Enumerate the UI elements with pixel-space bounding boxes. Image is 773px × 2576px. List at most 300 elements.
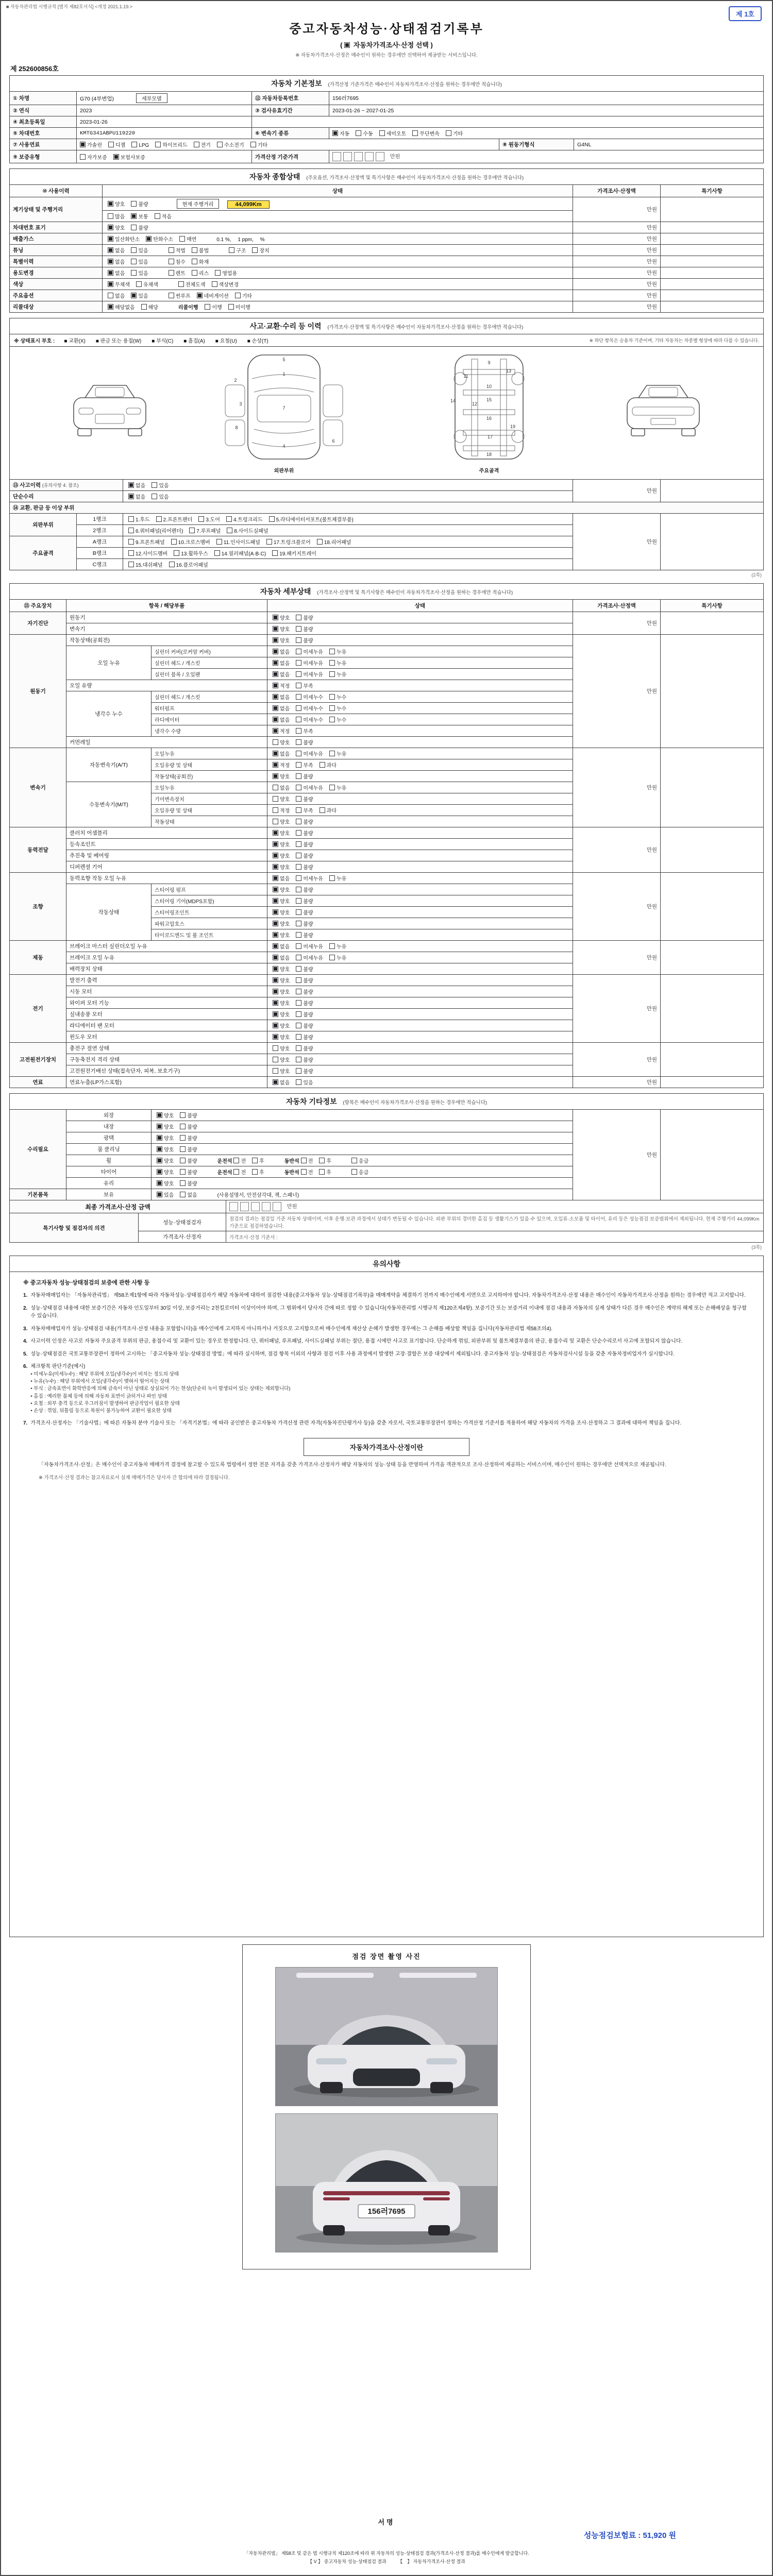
- checkbox-option[interactable]: 있음: [296, 1078, 313, 1086]
- checkbox[interactable]: [319, 1158, 325, 1163]
- checkbox[interactable]: [180, 1158, 186, 1163]
- checkbox[interactable]: [156, 516, 162, 522]
- checkbox[interactable]: [157, 1124, 162, 1129]
- checkbox-option[interactable]: 후: [252, 1157, 264, 1164]
- checkbox[interactable]: [273, 796, 278, 802]
- checkbox[interactable]: [128, 482, 134, 488]
- checkbox[interactable]: [157, 1146, 162, 1152]
- checkbox-option[interactable]: 보험사보증: [113, 153, 145, 161]
- checkbox[interactable]: [192, 247, 197, 253]
- checkbox[interactable]: [146, 236, 152, 242]
- checkbox[interactable]: [296, 717, 301, 722]
- checkbox[interactable]: [216, 539, 222, 545]
- checkbox[interactable]: [296, 921, 301, 926]
- checkbox-option[interactable]: 미세누유: [296, 659, 323, 667]
- checkbox-option[interactable]: 양호: [157, 1134, 174, 1142]
- checkbox-option[interactable]: 누유: [329, 648, 346, 655]
- checkbox[interactable]: [169, 247, 174, 253]
- checkbox[interactable]: [80, 154, 86, 160]
- checkbox[interactable]: [273, 626, 278, 632]
- checkbox[interactable]: [296, 807, 301, 813]
- checkbox-option[interactable]: 양호: [273, 1010, 290, 1018]
- checkbox[interactable]: [273, 830, 278, 836]
- checkbox[interactable]: [152, 494, 157, 499]
- checkbox-option[interactable]: 양호: [157, 1157, 174, 1164]
- checkbox-option[interactable]: LPG: [131, 142, 149, 148]
- checkbox[interactable]: [80, 142, 86, 147]
- checkbox-option[interactable]: 있음: [157, 1191, 174, 1198]
- checkbox-option[interactable]: 없음: [180, 1191, 197, 1198]
- checkbox[interactable]: [273, 943, 278, 949]
- checkbox[interactable]: [128, 562, 134, 567]
- checkbox[interactable]: [131, 247, 137, 253]
- checkbox[interactable]: [157, 1158, 162, 1163]
- checkbox-option[interactable]: 양호: [273, 636, 290, 644]
- checkbox-option[interactable]: 양호: [157, 1145, 174, 1153]
- checkbox-option[interactable]: 19.패키지트레이: [272, 549, 316, 557]
- checkbox[interactable]: [180, 1192, 186, 1197]
- checkbox-option[interactable]: 불량: [296, 795, 313, 803]
- checkbox-option[interactable]: 전체도색: [178, 280, 206, 288]
- checkbox[interactable]: [157, 1192, 162, 1197]
- checkbox[interactable]: [296, 819, 301, 824]
- checkbox-option[interactable]: 영업용: [215, 269, 237, 277]
- checkbox[interactable]: [273, 751, 278, 756]
- checkbox[interactable]: [296, 762, 301, 768]
- checkbox-option[interactable]: 없음: [273, 659, 290, 667]
- checkbox-option[interactable]: 과다: [320, 806, 337, 814]
- checkbox-option[interactable]: 양호: [273, 1033, 290, 1041]
- checkbox[interactable]: [273, 977, 278, 983]
- checkbox-option[interactable]: 없음: [273, 954, 290, 961]
- checkbox[interactable]: [296, 637, 301, 643]
- checkbox-option[interactable]: 11.인사이드패널: [216, 538, 260, 546]
- checkbox-option[interactable]: 양호: [273, 863, 290, 871]
- checkbox-option[interactable]: 부족: [296, 727, 313, 735]
- checkbox[interactable]: [273, 728, 278, 734]
- checkbox-option[interactable]: 전: [233, 1157, 246, 1164]
- checkbox[interactable]: [273, 841, 278, 847]
- checkbox-option[interactable]: 미세누유: [296, 648, 323, 655]
- checkbox-option[interactable]: 있음: [152, 493, 169, 500]
- checkbox-option[interactable]: 불량: [296, 625, 313, 633]
- checkbox[interactable]: [273, 1079, 278, 1085]
- checkbox-option[interactable]: 누유: [329, 659, 346, 667]
- checkbox[interactable]: [296, 671, 301, 677]
- checkbox[interactable]: [131, 213, 137, 219]
- checkbox-option[interactable]: 양호: [273, 976, 290, 984]
- checkbox[interactable]: [329, 660, 335, 666]
- checkbox-option[interactable]: 불량: [131, 224, 148, 231]
- checkbox-option[interactable]: 없음: [108, 292, 125, 299]
- checkbox[interactable]: [266, 539, 272, 545]
- checkbox-option[interactable]: 양호: [273, 886, 290, 893]
- checkbox[interactable]: [108, 201, 113, 207]
- checkbox[interactable]: [273, 773, 278, 779]
- checkbox[interactable]: [108, 293, 113, 298]
- checkbox[interactable]: [155, 142, 161, 147]
- checkbox-option[interactable]: 적음: [155, 212, 172, 220]
- checkbox-option[interactable]: 양호: [273, 795, 290, 803]
- checkbox-option[interactable]: 미세누유: [296, 670, 323, 678]
- checkbox[interactable]: [296, 694, 301, 700]
- checkbox-option[interactable]: 해당없음: [108, 303, 135, 311]
- checkbox-option[interactable]: 불량: [296, 852, 313, 859]
- checkbox-option[interactable]: 불량: [296, 1044, 313, 1052]
- checkbox[interactable]: [329, 955, 335, 960]
- checkbox[interactable]: [329, 751, 335, 756]
- checkbox[interactable]: [273, 989, 278, 994]
- checkbox-option[interactable]: 8.사이드실패널: [227, 527, 268, 534]
- checkbox[interactable]: [273, 649, 278, 654]
- checkbox-option[interactable]: 있음: [131, 246, 148, 254]
- checkbox-option[interactable]: 양호: [273, 829, 290, 837]
- checkbox[interactable]: [131, 259, 137, 264]
- checkbox[interactable]: [296, 1000, 301, 1006]
- checkbox[interactable]: [273, 762, 278, 768]
- checkbox[interactable]: [227, 528, 232, 533]
- checkbox[interactable]: [273, 932, 278, 938]
- checkbox-option[interactable]: 적법: [169, 246, 186, 254]
- checkbox[interactable]: [108, 281, 113, 287]
- checkbox-option[interactable]: 가솔린: [80, 141, 102, 148]
- checkbox-option[interactable]: 적정: [273, 682, 290, 689]
- checkbox-option[interactable]: 18.리어패널: [317, 538, 351, 546]
- checkbox[interactable]: [273, 955, 278, 960]
- checkbox-option[interactable]: 1.후드: [128, 515, 150, 523]
- checkbox[interactable]: [179, 236, 185, 242]
- checkbox-option[interactable]: 양호: [273, 931, 290, 939]
- checkbox[interactable]: [128, 528, 134, 533]
- checkbox-option[interactable]: 양호: [273, 772, 290, 780]
- checkbox[interactable]: [273, 705, 278, 711]
- checkbox[interactable]: [273, 660, 278, 666]
- checkbox-option[interactable]: 불량: [296, 920, 313, 927]
- checkbox[interactable]: [194, 142, 199, 147]
- checkbox[interactable]: [273, 615, 278, 620]
- checkbox-option[interactable]: 후: [252, 1168, 264, 1176]
- checkbox[interactable]: [296, 785, 301, 790]
- checkbox[interactable]: [273, 1068, 278, 1074]
- checkbox-option[interactable]: 불량: [296, 840, 313, 848]
- checkbox-option[interactable]: 적정: [273, 806, 290, 814]
- checkbox-option[interactable]: 장치: [252, 246, 269, 254]
- checkbox[interactable]: [171, 539, 177, 545]
- checkbox[interactable]: [272, 550, 278, 556]
- checkbox-option[interactable]: 해당: [141, 303, 158, 311]
- checkbox[interactable]: [128, 494, 134, 499]
- checkbox-option[interactable]: 양호: [157, 1179, 174, 1187]
- checkbox[interactable]: [157, 1180, 162, 1186]
- checkbox-option[interactable]: 불법: [192, 246, 209, 254]
- checkbox[interactable]: [296, 626, 301, 632]
- checkbox-option[interactable]: 침수: [169, 258, 186, 265]
- checkbox[interactable]: [273, 694, 278, 700]
- checkbox[interactable]: [329, 785, 335, 790]
- checkbox-option[interactable]: 불량: [296, 931, 313, 939]
- checkbox-option[interactable]: 없음: [273, 874, 290, 882]
- checkbox-option[interactable]: 양호: [273, 897, 290, 905]
- checkbox-option[interactable]: 자가보증: [80, 153, 107, 161]
- checkbox-option[interactable]: 기타: [250, 141, 267, 148]
- checkbox-option[interactable]: 전: [301, 1168, 313, 1176]
- checkbox[interactable]: [169, 562, 175, 567]
- checkbox-option[interactable]: 구조: [229, 246, 246, 254]
- checkbox-option[interactable]: 양호: [273, 852, 290, 859]
- checkbox-option[interactable]: 누유: [329, 874, 346, 882]
- checkbox[interactable]: [296, 943, 301, 949]
- checkbox[interactable]: [296, 989, 301, 994]
- checkbox-option[interactable]: 양호: [157, 1168, 174, 1176]
- checkbox[interactable]: [108, 259, 113, 264]
- checkbox[interactable]: [329, 694, 335, 700]
- checkbox-option[interactable]: 색상변경: [212, 280, 239, 288]
- checkbox[interactable]: [296, 1011, 301, 1017]
- checkbox[interactable]: [379, 130, 385, 136]
- checkbox-option[interactable]: 있음: [131, 292, 148, 299]
- checkbox[interactable]: [108, 213, 113, 219]
- checkbox[interactable]: [412, 130, 418, 136]
- checkbox-option[interactable]: 없음: [128, 493, 145, 500]
- checkbox-option[interactable]: 썬루프: [169, 292, 191, 299]
- checkbox-option[interactable]: 양호: [273, 988, 290, 995]
- checkbox-option[interactable]: 불량: [296, 1056, 313, 1063]
- checkbox-option[interactable]: 미이행: [228, 303, 250, 311]
- checkbox[interactable]: [273, 966, 278, 972]
- checkbox[interactable]: [296, 1079, 301, 1085]
- checkbox-option[interactable]: 미세누유: [296, 750, 323, 757]
- checkbox-option[interactable]: 양호: [157, 1123, 174, 1130]
- checkbox-option[interactable]: 불량: [131, 200, 148, 208]
- checkbox[interactable]: [273, 887, 278, 892]
- checkbox[interactable]: [131, 293, 137, 298]
- checkbox-option[interactable]: 미세누유: [296, 954, 323, 961]
- checkbox-option[interactable]: 없음: [273, 716, 290, 723]
- checkbox[interactable]: [273, 1011, 278, 1017]
- checkbox-option[interactable]: 불량: [296, 988, 313, 995]
- checkbox[interactable]: [178, 281, 184, 287]
- checkbox[interactable]: [273, 921, 278, 926]
- checkbox[interactable]: [273, 1000, 278, 1006]
- checkbox-option[interactable]: 보통: [131, 212, 148, 220]
- checkbox-option[interactable]: 6.쿼터패널(리어펜더): [128, 527, 183, 534]
- checkbox-option[interactable]: 불량: [296, 1033, 313, 1041]
- checkbox[interactable]: [157, 1169, 162, 1175]
- checkbox-option[interactable]: 누수: [329, 704, 346, 712]
- checkbox-option[interactable]: 불량: [296, 1022, 313, 1029]
- checkbox-option[interactable]: 10.크로스멤버: [171, 538, 210, 546]
- checkbox[interactable]: [273, 1034, 278, 1040]
- checkbox-option[interactable]: 적정: [273, 727, 290, 735]
- checkbox-option[interactable]: 양호: [273, 625, 290, 633]
- checkbox-option[interactable]: 9.프론트패널: [128, 538, 165, 546]
- checkbox[interactable]: [273, 864, 278, 870]
- checkbox-option[interactable]: 불량: [180, 1179, 197, 1187]
- checkbox[interactable]: [180, 1135, 186, 1141]
- checkbox-option[interactable]: 렌트: [169, 269, 186, 277]
- checkbox-option[interactable]: 불량: [296, 897, 313, 905]
- checkbox[interactable]: [198, 516, 204, 522]
- checkbox[interactable]: [229, 247, 234, 253]
- checkbox[interactable]: [273, 785, 278, 790]
- checkbox-option[interactable]: 많음: [108, 212, 125, 220]
- checkbox-option[interactable]: 네비게이션: [197, 292, 229, 299]
- checkbox[interactable]: [320, 807, 325, 813]
- price-select-checkbox[interactable]: [344, 42, 350, 48]
- checkbox-option[interactable]: 후: [319, 1157, 331, 1164]
- checkbox[interactable]: [215, 270, 221, 276]
- checkbox[interactable]: [296, 909, 301, 915]
- checkbox[interactable]: [273, 717, 278, 722]
- checkbox-option[interactable]: 과다: [320, 761, 337, 769]
- checkbox-option[interactable]: 리스: [192, 269, 209, 277]
- checkbox[interactable]: [252, 247, 258, 253]
- checkbox-option[interactable]: 부족: [296, 761, 313, 769]
- checkbox-option[interactable]: 불량: [180, 1111, 197, 1119]
- checkbox-option[interactable]: 5.라디에이터서포트(볼트체결부품): [269, 515, 354, 523]
- checkbox[interactable]: [273, 1057, 278, 1062]
- checkbox[interactable]: [235, 293, 241, 298]
- checkbox-option[interactable]: 불량: [296, 614, 313, 621]
- checkbox-option[interactable]: 없음: [273, 942, 290, 950]
- checkbox[interactable]: [273, 853, 278, 858]
- checkbox[interactable]: [296, 1034, 301, 1040]
- checkbox-option[interactable]: 없음: [273, 1078, 290, 1086]
- checkbox[interactable]: [212, 281, 217, 287]
- checkbox[interactable]: [329, 649, 335, 654]
- checkbox-option[interactable]: 없음: [273, 648, 290, 655]
- checkbox-option[interactable]: 화재: [192, 258, 209, 265]
- checkbox[interactable]: [273, 909, 278, 915]
- checkbox[interactable]: [273, 637, 278, 643]
- checkbox-option[interactable]: 13.휠하우스: [174, 549, 208, 557]
- checkbox[interactable]: [296, 898, 301, 904]
- checkbox-option[interactable]: 불량: [180, 1168, 197, 1176]
- checkbox-option[interactable]: 디젤: [108, 141, 125, 148]
- checkbox-option[interactable]: 누유: [329, 784, 346, 791]
- checkbox-option[interactable]: 후: [319, 1168, 331, 1176]
- checkbox[interactable]: [320, 762, 325, 768]
- checkbox-option[interactable]: 양호: [108, 200, 125, 208]
- checkbox-option[interactable]: 불량: [180, 1145, 197, 1153]
- checkbox[interactable]: [296, 966, 301, 972]
- checkbox[interactable]: [296, 864, 301, 870]
- checkbox[interactable]: [226, 516, 232, 522]
- checkbox[interactable]: [108, 304, 113, 310]
- checkbox[interactable]: [169, 259, 174, 264]
- checkbox[interactable]: [108, 236, 113, 242]
- checkbox[interactable]: [273, 898, 278, 904]
- checkbox-option[interactable]: 양호: [273, 908, 290, 916]
- checkbox[interactable]: [269, 516, 275, 522]
- checkbox-option[interactable]: 불량: [296, 1010, 313, 1018]
- checkbox-option[interactable]: 있음: [152, 481, 169, 489]
- checkbox-option[interactable]: 양호: [273, 999, 290, 1007]
- checkbox[interactable]: [301, 1169, 307, 1175]
- checkbox-option[interactable]: 부족: [296, 806, 313, 814]
- checkbox[interactable]: [205, 304, 210, 310]
- checkbox[interactable]: [296, 683, 301, 688]
- checkbox[interactable]: [233, 1158, 239, 1163]
- checkbox-option[interactable]: 불량: [296, 829, 313, 837]
- checkbox[interactable]: [296, 887, 301, 892]
- checkbox-option[interactable]: 누유: [329, 750, 346, 757]
- checkbox[interactable]: [108, 225, 113, 230]
- checkbox[interactable]: [273, 819, 278, 824]
- checkbox[interactable]: [180, 1169, 186, 1175]
- checkbox[interactable]: [296, 853, 301, 858]
- checkbox[interactable]: [273, 671, 278, 677]
- checkbox-option[interactable]: 양호: [273, 614, 290, 621]
- checkbox[interactable]: [180, 1112, 186, 1118]
- checkbox[interactable]: [250, 142, 256, 147]
- checkbox-option[interactable]: 하이브리드: [155, 141, 187, 148]
- checkbox[interactable]: [214, 550, 220, 556]
- checkbox-option[interactable]: 불량: [180, 1157, 197, 1164]
- checkbox-option[interactable]: 응급: [351, 1168, 368, 1176]
- checkbox-option[interactable]: 일산화탄소: [108, 235, 140, 243]
- checkbox-option[interactable]: 있음: [131, 269, 148, 277]
- checkbox[interactable]: [113, 154, 119, 160]
- checkbox-option[interactable]: 누유: [329, 670, 346, 678]
- checkbox[interactable]: [136, 281, 142, 287]
- checkbox[interactable]: [329, 705, 335, 711]
- checkbox[interactable]: [329, 943, 335, 949]
- checkbox[interactable]: [296, 841, 301, 847]
- checkbox[interactable]: [273, 875, 278, 881]
- checkbox[interactable]: [296, 1045, 301, 1051]
- checkbox-option[interactable]: 양호: [273, 1056, 290, 1063]
- checkbox-option[interactable]: 미세누유: [296, 874, 323, 882]
- checkbox[interactable]: [174, 550, 179, 556]
- checkbox-option[interactable]: 누수: [329, 693, 346, 701]
- checkbox-option[interactable]: 불량: [296, 886, 313, 893]
- checkbox-option[interactable]: 자동: [332, 129, 349, 137]
- checkbox-option[interactable]: 불량: [296, 818, 313, 825]
- checkbox[interactable]: [108, 270, 113, 276]
- checkbox[interactable]: [252, 1169, 258, 1175]
- checkbox-option[interactable]: 양호: [273, 920, 290, 927]
- checkbox[interactable]: [141, 304, 147, 310]
- checkbox[interactable]: [332, 130, 338, 136]
- checkbox[interactable]: [296, 796, 301, 802]
- checkbox-option[interactable]: 없음: [108, 258, 125, 265]
- checkbox[interactable]: [131, 270, 137, 276]
- checkbox-option[interactable]: 누수: [329, 716, 346, 723]
- checkbox-option[interactable]: 양호: [273, 738, 290, 746]
- checkbox-option[interactable]: 없음: [273, 750, 290, 757]
- checkbox[interactable]: [128, 539, 134, 545]
- checkbox[interactable]: [131, 142, 137, 147]
- checkbox-option[interactable]: 있음: [131, 258, 148, 265]
- checkbox[interactable]: [157, 1112, 162, 1118]
- checkbox[interactable]: [329, 875, 335, 881]
- checkbox[interactable]: [319, 1169, 325, 1175]
- checkbox[interactable]: [296, 1023, 301, 1028]
- checkbox[interactable]: [356, 130, 361, 136]
- checkbox-option[interactable]: 불량: [296, 863, 313, 871]
- checkbox[interactable]: [217, 142, 223, 147]
- checkbox-option[interactable]: 전: [301, 1157, 313, 1164]
- checkbox[interactable]: [131, 225, 137, 230]
- checkbox-option[interactable]: 불량: [296, 965, 313, 973]
- checkbox-option[interactable]: 없음: [273, 693, 290, 701]
- checkbox-option[interactable]: 응급: [351, 1157, 368, 1164]
- checkbox-option[interactable]: 탄화수소: [146, 235, 173, 243]
- checkbox-option[interactable]: 무단변속: [412, 129, 440, 137]
- checkbox-option[interactable]: 양호: [273, 1044, 290, 1052]
- checkbox-option[interactable]: 미세누수: [296, 693, 323, 701]
